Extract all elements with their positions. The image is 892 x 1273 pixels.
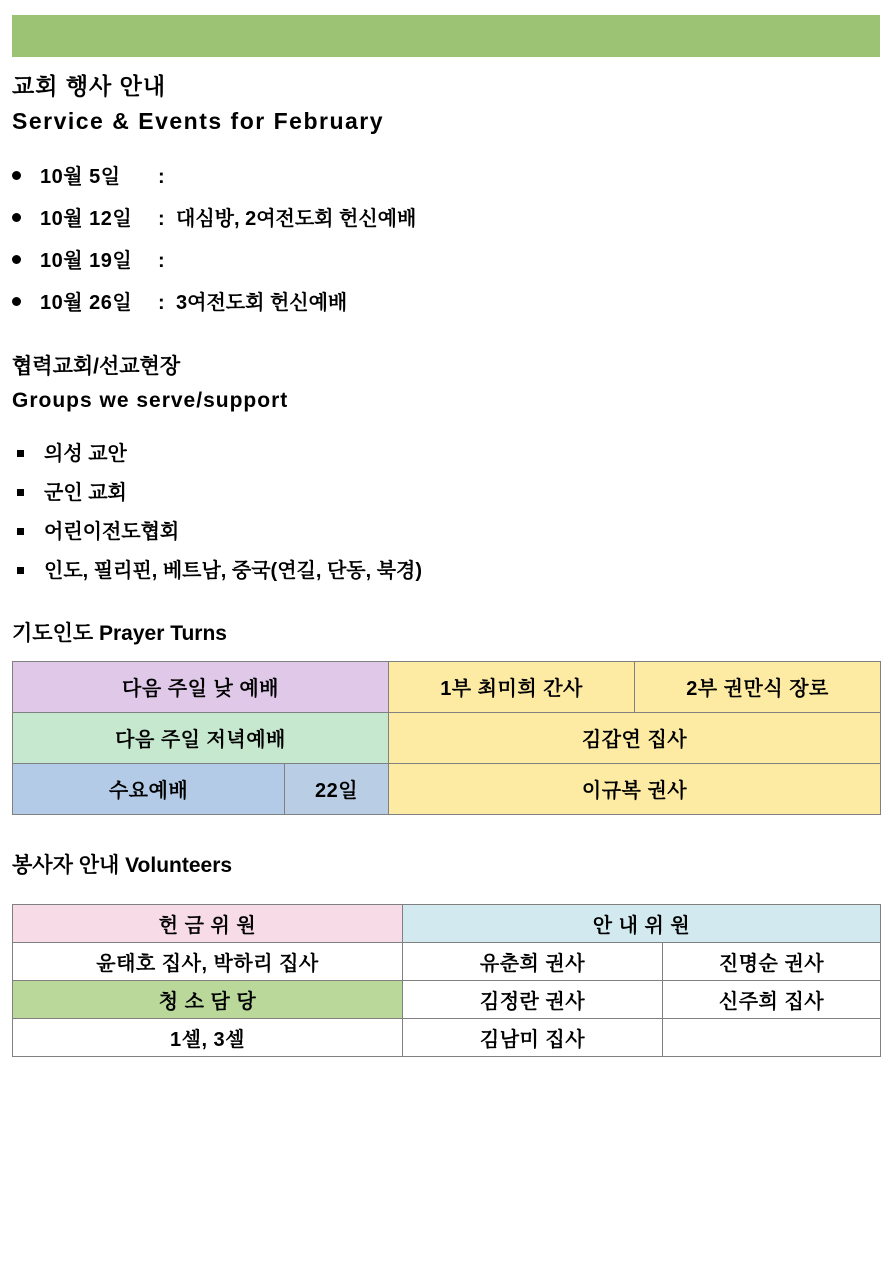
prayer-row-label: 수요예배	[13, 763, 285, 814]
event-description: 대심방, 2여전도회 헌신예배	[176, 208, 417, 230]
prayer-cell: 김갑연 집사	[389, 712, 881, 763]
volunteers-table	[12, 904, 881, 1057]
partners-title-korean: 협력교회/선교현장	[12, 355, 181, 378]
event-date: 10월 19일	[40, 250, 133, 272]
offering-committee-header: 헌 금 위 원	[13, 905, 403, 943]
list-item	[12, 240, 880, 282]
volunteer-right-cell: 신주희 집사	[663, 981, 881, 1019]
prayer-turns-table	[12, 661, 881, 815]
bullet-square-icon	[17, 489, 24, 496]
volunteers-title: 봉사자 안내 Volunteers	[12, 853, 233, 877]
bullet-square-icon	[17, 450, 24, 457]
prayer-row-day: 22일	[285, 763, 389, 814]
event-colon: :	[158, 292, 165, 314]
events-title-english: Service & Events for February	[12, 107, 385, 134]
partner-name: 의성 교안	[44, 443, 127, 466]
bullet-dot-icon	[12, 255, 21, 264]
volunteer-mid-cell: 김남미 집사	[403, 1019, 663, 1057]
event-date: 10월 26일	[40, 292, 133, 314]
list-item	[12, 552, 880, 591]
document-page	[0, 15, 892, 1273]
volunteer-mid-cell: 유춘희 권사	[403, 943, 663, 981]
prayer-turns-title: 기도인도 Prayer Turns	[12, 622, 227, 646]
bullet-dot-icon	[12, 213, 21, 222]
ushers-committee-header: 안 내 위 원	[403, 905, 881, 943]
prayer-cell: 이규복 권사	[389, 763, 881, 814]
volunteer-mid-cell: 김정란 권사	[403, 981, 663, 1019]
list-item	[12, 198, 880, 240]
prayer-cell: 2부 권만식 장로	[635, 661, 881, 712]
partner-name: 군인 교회	[44, 482, 127, 505]
event-colon: :	[158, 166, 165, 188]
table-row	[13, 1019, 881, 1057]
prayer-cell: 1부 최미희 간사	[389, 661, 635, 712]
volunteer-right-cell	[663, 1019, 881, 1057]
header-banner	[12, 15, 880, 57]
list-item	[12, 282, 880, 324]
event-date: 10월 5일	[40, 166, 121, 188]
event-colon: :	[158, 250, 165, 272]
partner-name: 인도, 필리핀, 베트남, 중국(연길, 단동, 북경)	[44, 560, 423, 583]
volunteer-left-cell: 1셀, 3셀	[13, 1019, 403, 1057]
partners-list	[12, 435, 880, 591]
list-item	[12, 156, 880, 198]
list-item	[12, 435, 880, 474]
bullet-dot-icon	[12, 171, 21, 180]
events-list	[12, 156, 880, 324]
event-date: 10월 12일	[40, 208, 133, 230]
partner-name: 어린이전도협회	[44, 521, 180, 544]
table-row	[13, 943, 881, 981]
list-item	[12, 513, 880, 552]
list-item	[12, 474, 880, 513]
prayer-row-label: 다음 주일 낮 예배	[13, 661, 389, 712]
event-description: 3여전도회 헌신예배	[176, 292, 348, 314]
table-row	[13, 763, 881, 814]
table-row	[13, 905, 881, 943]
bullet-dot-icon	[12, 297, 21, 306]
event-colon: :	[158, 208, 165, 230]
cleaning-duty-header: 청 소 담 당	[13, 981, 403, 1019]
table-row	[13, 712, 881, 763]
prayer-row-label: 다음 주일 저녁예배	[13, 712, 389, 763]
partners-title-english: Groups we serve/support	[12, 388, 289, 412]
volunteer-right-cell: 진명순 권사	[663, 943, 881, 981]
volunteer-left-cell: 윤태호 집사, 박하리 집사	[13, 943, 403, 981]
table-row	[13, 661, 881, 712]
bullet-square-icon	[17, 567, 24, 574]
bullet-square-icon	[17, 528, 24, 535]
table-row	[13, 981, 881, 1019]
events-title-korean: 교회 행사 안내	[12, 73, 167, 99]
